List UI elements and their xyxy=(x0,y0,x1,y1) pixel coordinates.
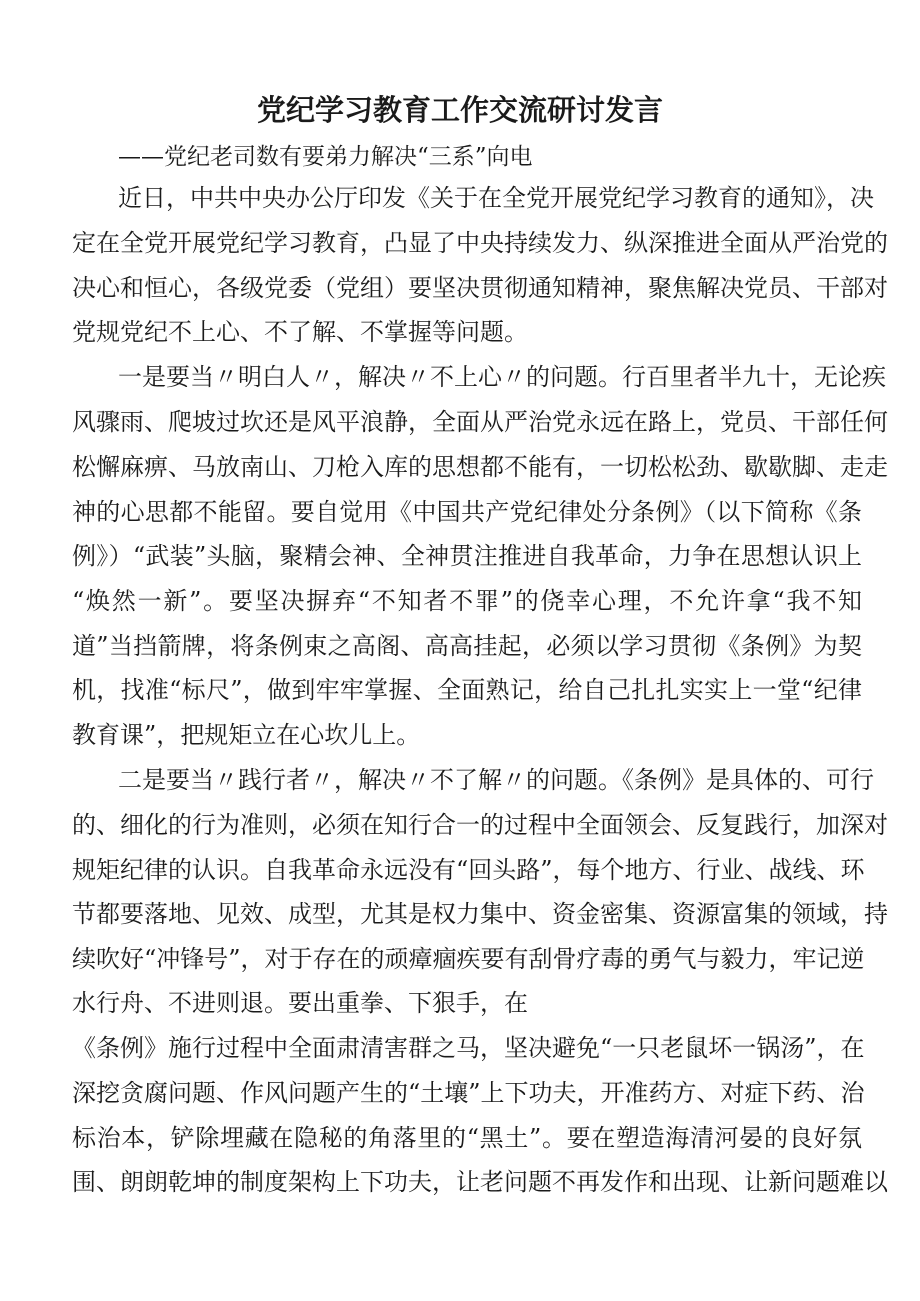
body-line: 机，找准“标尺”，做到牢牢掌握、全面熟记，给自己扎扎实实上一堂“纪律 xyxy=(72,676,862,704)
body-line: 近日，中共中央办公厅印发《关于在全党开展党纪学习教育的通知》，决 xyxy=(118,184,874,212)
body-line: “焕然一新”。要坚决摒弃“不知者不罪”的侥幸心理，不允许拿“我不知 xyxy=(72,587,862,615)
body-line: 标治本，铲除埋藏在隐秘的角落里的“黑土”。要在塑造海清河晏的良好氛 xyxy=(72,1124,862,1152)
body-line: 续吹好“冲锋号”，对于存在的顽瘴痼疾要有刮骨疗毒的勇气与毅力，牢记逆 xyxy=(72,945,865,973)
body-line: 决心和恒心，各级党委（党组）要坚决贯彻通知精神，聚焦解决党员、干部对 xyxy=(72,274,888,302)
body-line: 水行舟、不进则退。要出重拳、下狠手，在 xyxy=(72,989,528,1017)
body-line: 节都要落地、见效、成型，尤其是权力集中、资金密集、资源富集的领域，持 xyxy=(72,900,888,928)
body-line: 党规党纪不上心、不了解、不掌握等问题。 xyxy=(72,318,528,346)
body-line: 深挖贪腐问题、作风问题产生的“土壤”上下功夫，开准药方、对症下药、治 xyxy=(72,1079,865,1107)
body-line: 道”当挡箭牌，将条例束之高阁、高高挂起，必须以学习贯彻《条例》为契 xyxy=(72,632,862,660)
document-subtitle: ——党纪老司数有要弟力解决“三系”向电 xyxy=(118,144,533,170)
body-line: 神的心思都不能留。要自觉用《中国共产党纪律处分条例》（以下简称《条 xyxy=(72,498,862,526)
body-line: 松懈麻痹、马放南山、刀枪入库的思想都不能有，一切松松劲、歇歇脚、走走 xyxy=(72,453,888,481)
body-line: 一是要当〃明白人〃，解决〃不上心〃的问题。行百里者半九十，无论疾 xyxy=(118,363,886,391)
body-line: 《条例》施行过程中全面肃清害群之马，坚决避免“一只老鼠坏一锅汤”，在 xyxy=(72,1034,865,1062)
body-line: 例》）“武装”头脑，聚精会神、全神贯注推进自我革命，力争在思想认识上 xyxy=(72,542,862,570)
body-line: 教育课”，把规矩立在心坎儿上。 xyxy=(72,721,421,749)
body-line: 风骤雨、爬坡过坎还是风平浪静，全面从严治党永远在路上，党员、干部任何 xyxy=(72,408,888,436)
body-line: 规矩纪律的认识。自我革命永远没有“回头路”，每个地方、行业、战线、环 xyxy=(72,856,865,884)
body-line: 围、朗朗乾坤的制度架构上下功夫，让老问题不再发作和出现、让新问题难以 xyxy=(72,1168,888,1196)
body-line: 二是要当〃践行者〃，解决〃不了解〃的问题。《条例》是具体的、可行 xyxy=(118,766,874,794)
document-title: 党纪学习教育工作交流研讨发言 xyxy=(256,93,663,127)
body-line: 的、细化的行为准则，必须在知行合一的过程中全面领会、反复践行，加深对 xyxy=(72,811,888,839)
body-line: 定在全党开展党纪学习教育，凸显了中央持续发力、纵深推进全面从严治党的 xyxy=(72,229,888,257)
